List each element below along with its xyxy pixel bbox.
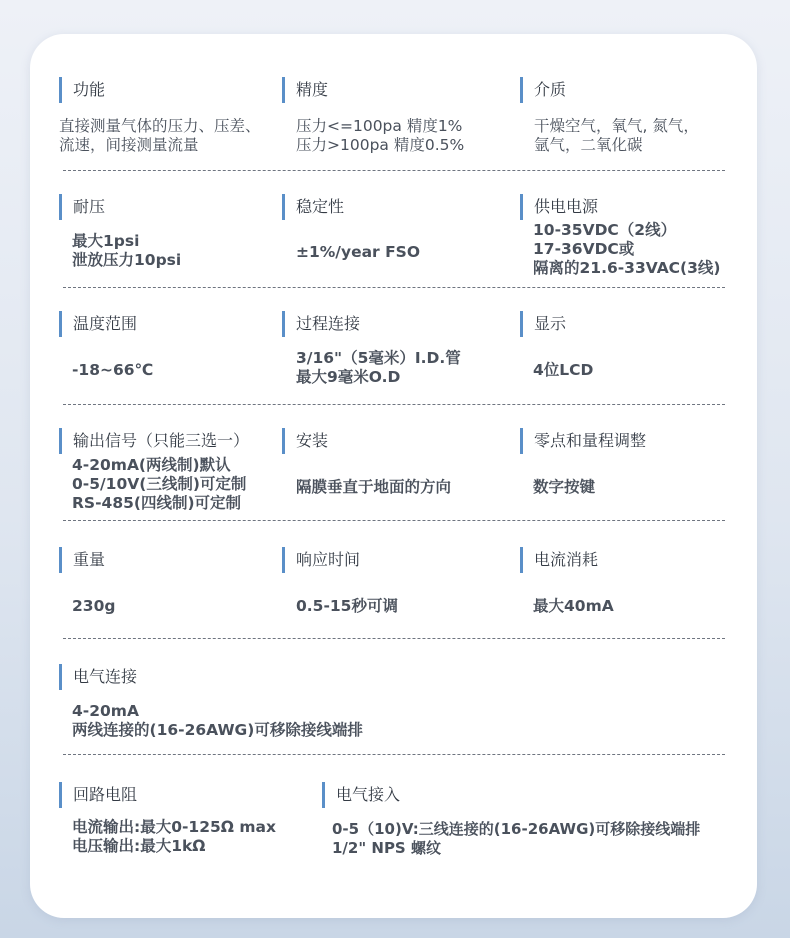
spec-value: 230g: [72, 597, 116, 615]
spec-value: 4位LCD: [533, 361, 594, 379]
spec-value: 4-20mA(两线制)默认 0-5/10V(三线制)可定制 RS-485(四线制)可定制: [72, 456, 247, 512]
spec-title: 介质: [520, 77, 566, 103]
spec-title: 温度范围: [59, 311, 137, 337]
spec-value: 压力<=100pa 精度1% 压力>100pa 精度0.5%: [296, 117, 465, 154]
spec-value: ±1%/year FSO: [296, 243, 421, 261]
spec-value: 干燥空气，氧气, 氮气， 氩气，二氧化碳: [534, 117, 699, 154]
spec-title: 精度: [282, 77, 328, 103]
spec-title: 回路电阻: [59, 782, 137, 808]
spec-title: 电流消耗: [520, 547, 598, 573]
spec-card: [30, 34, 757, 918]
spec-title: 电气接入: [322, 782, 400, 808]
spec-title: 显示: [520, 311, 566, 337]
spec-value: 10-35VDC（2线） 17-36VDC或 隔离的21.6-33VAC(3线): [533, 221, 721, 277]
section-divider: [63, 520, 725, 521]
spec-title: 零点和量程调整: [520, 428, 646, 454]
spec-title: 功能: [59, 77, 105, 103]
spec-title: 输出信号（只能三选一）: [59, 428, 249, 454]
spec-value: 最大40mA: [533, 597, 614, 615]
spec-value: 4-20mA 两线连接的(16-26AWG)可移除接线端排: [72, 702, 363, 739]
spec-title: 响应时间: [282, 547, 360, 573]
spec-value: -18~66℃: [72, 361, 154, 379]
spec-title: 耐压: [59, 194, 105, 220]
spec-title: 稳定性: [282, 194, 344, 220]
spec-value: 3/16"（5毫米）I.D.管 最大9毫米O.D: [296, 349, 461, 386]
spec-title: 安装: [282, 428, 328, 454]
section-divider: [63, 170, 725, 171]
spec-value: 隔膜垂直于地面的方向: [296, 478, 452, 496]
spec-title: 电气连接: [59, 664, 137, 690]
section-divider: [63, 404, 725, 405]
spec-value: 电流输出:最大0-125Ω max 电压输出:最大1kΩ: [72, 818, 276, 855]
spec-value: 最大1psi 泄放压力10psi: [72, 232, 182, 269]
section-divider: [63, 754, 725, 755]
section-divider: [63, 638, 725, 639]
spec-value: 直接测量气体的压力、压差、 流速，间接测量流量: [59, 117, 261, 154]
spec-value: 数字按键: [533, 478, 596, 496]
spec-value: 0-5（10)V:三线连接的(16-26AWG)可移除接线端排 1/2" NPS 螺纹: [332, 820, 701, 857]
spec-title: 供电电源: [520, 194, 598, 220]
spec-title: 过程连接: [282, 311, 360, 337]
spec-value: 0.5-15秒可调: [296, 597, 398, 615]
section-divider: [63, 287, 725, 288]
spec-title: 重量: [59, 547, 105, 573]
